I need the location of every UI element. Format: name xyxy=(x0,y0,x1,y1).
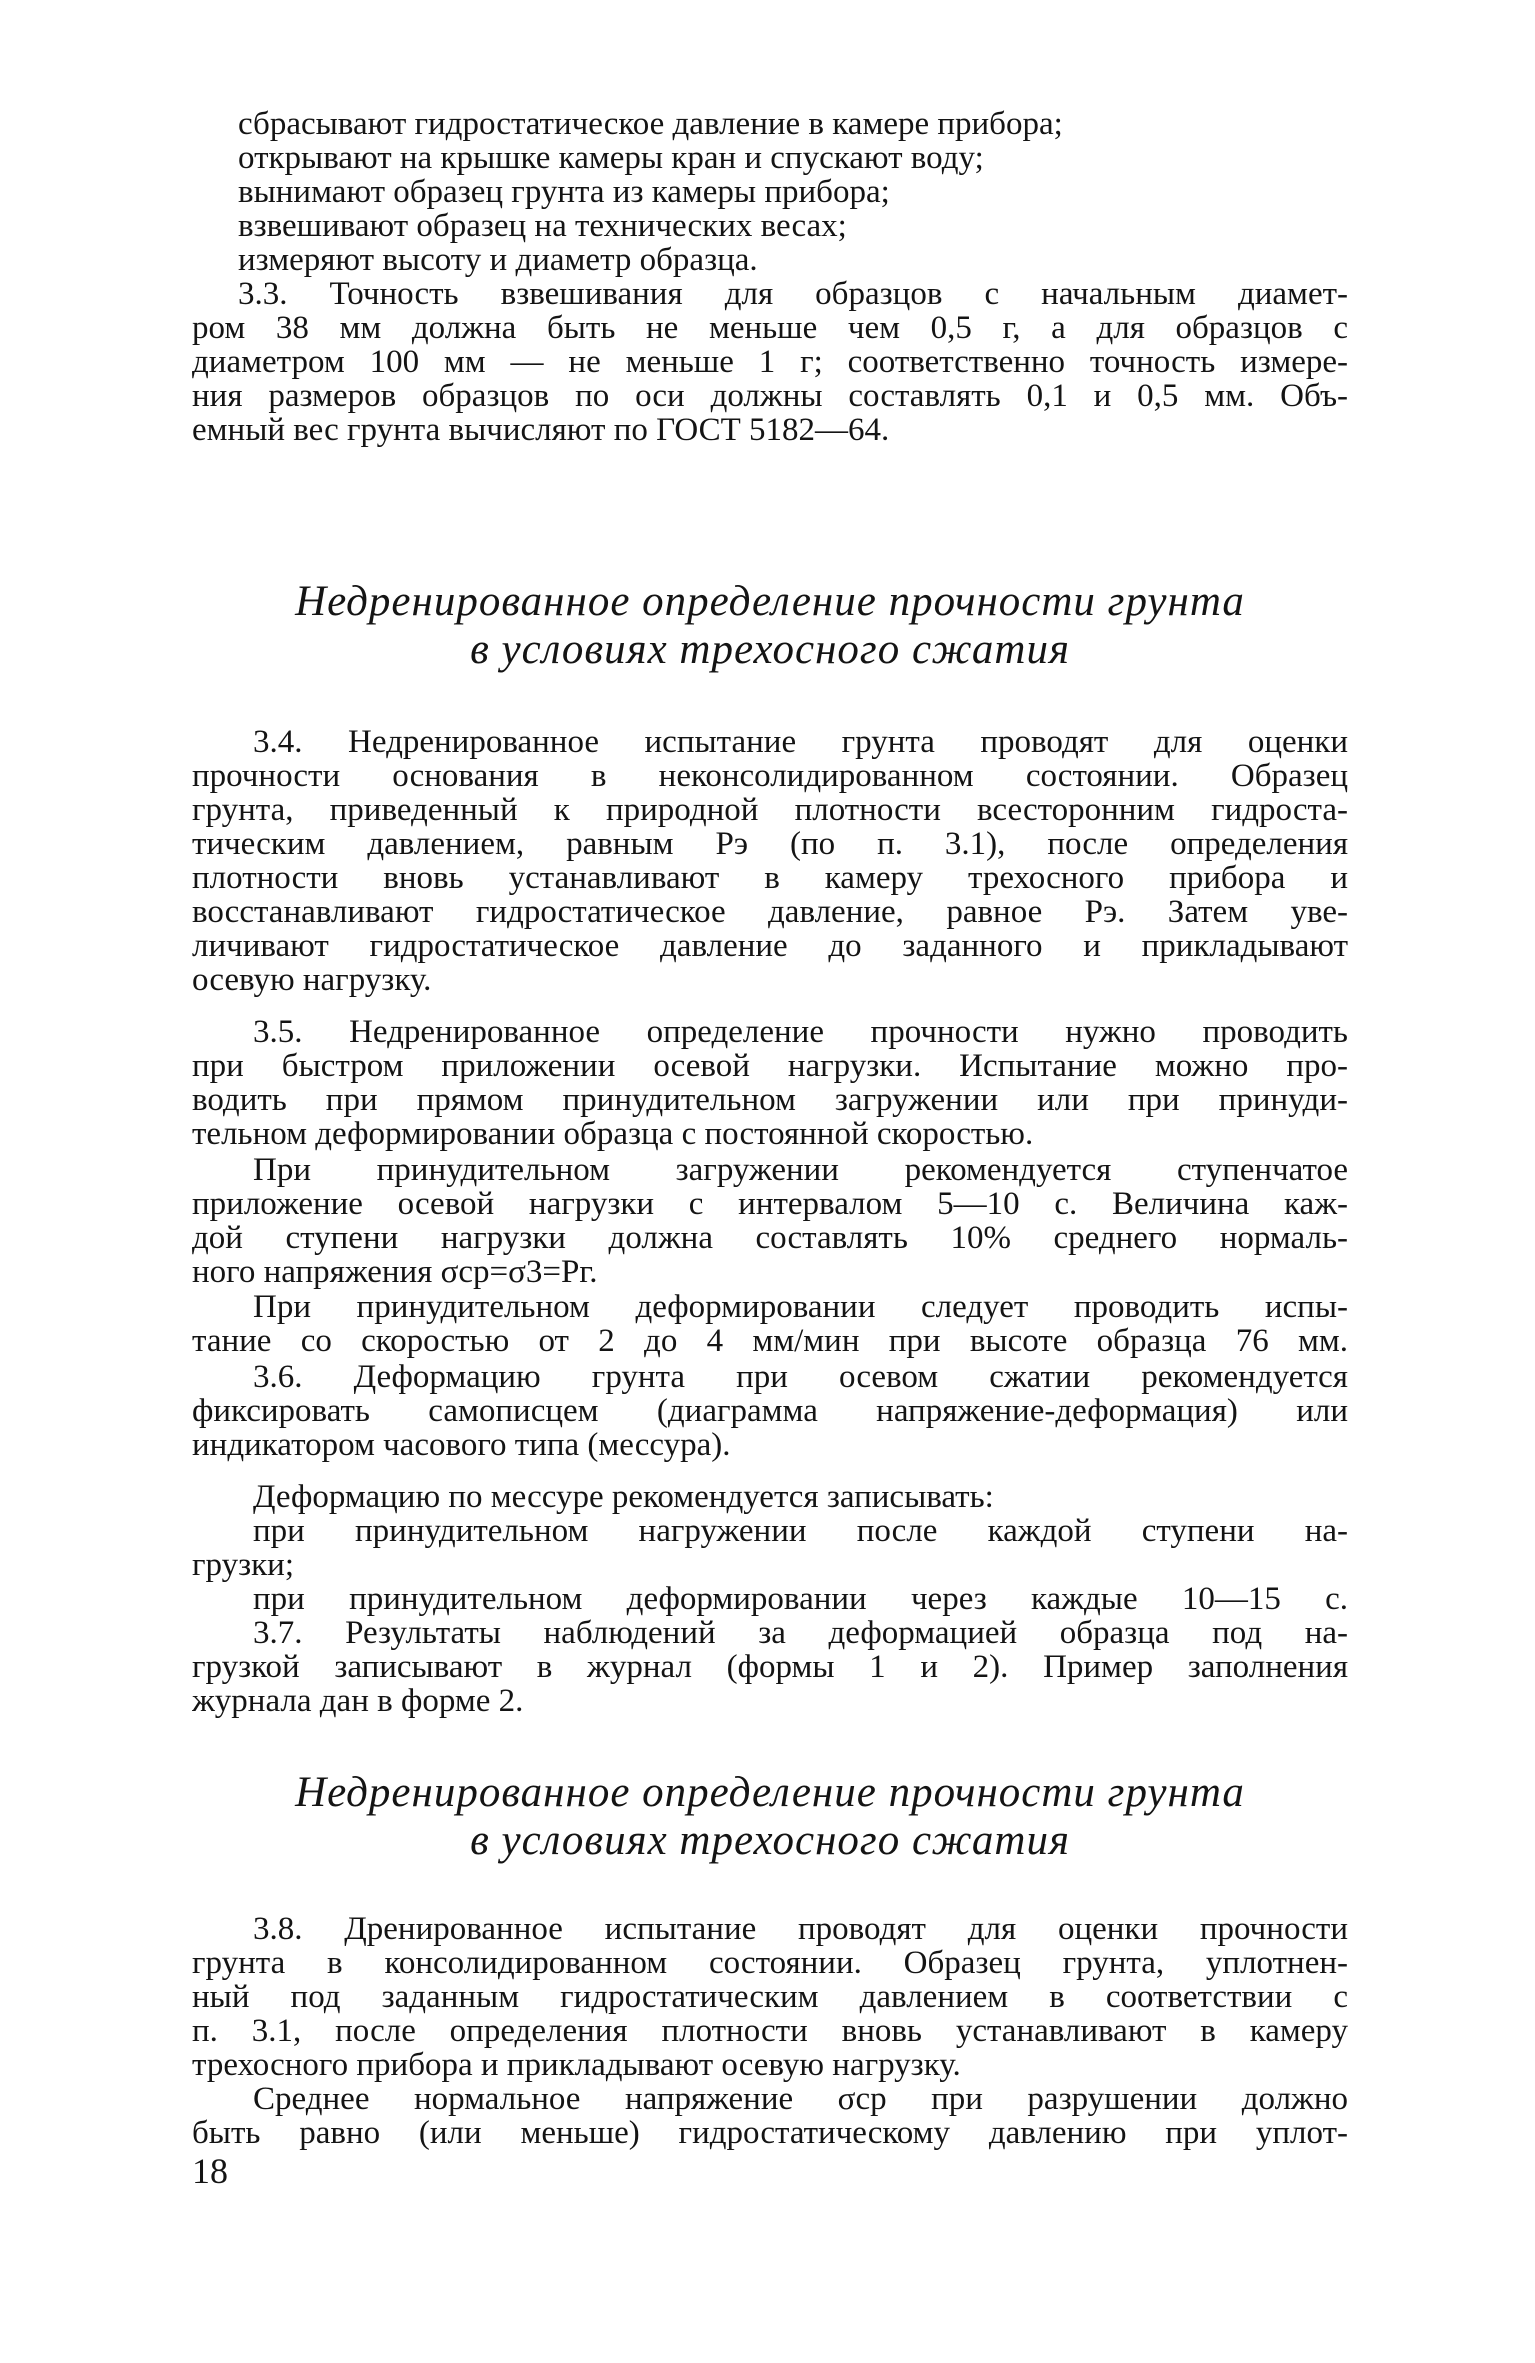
text-line: измеряют высоту и диаметр образца. xyxy=(238,242,758,278)
text-line: открывают на крышке камеры кран и спускают воду; xyxy=(238,140,984,176)
text-line: осевую нагрузку. xyxy=(192,962,432,998)
text-line: при принудительном нагружении после каждой ступени на- xyxy=(253,1513,1348,1549)
text-line: 3.6. Деформацию грунта при осевом сжатии рекомендуется xyxy=(253,1359,1348,1395)
text-line: емный вес грунта вычисляют по ГОСТ 5182—64. xyxy=(192,412,890,448)
text-line: грузки; xyxy=(192,1547,294,1583)
text-line: диаметром 100 мм — не меньше 1 г; соответственно точность измере- xyxy=(192,344,1348,380)
text-line: водить при прямом принудительном загружении или при принуди- xyxy=(192,1082,1348,1118)
text-line: 3.7. Результаты наблюдений за деформацией образца под на- xyxy=(253,1615,1348,1651)
text-line: прочности основания в неконсолидированном состоянии. Образец xyxy=(192,758,1348,794)
text-line: при принудительном деформировании через каждые 10—15 с. xyxy=(253,1581,1348,1617)
text-line: тание со скоростью от 2 до 4 мм/мин при высоте образца 76 мм. xyxy=(192,1323,1348,1359)
text-line: восстанавливают гидростатическое давление, равное Pэ. Затем уве- xyxy=(192,894,1348,930)
text-line: тельном деформировании образца с постоянной скоростью. xyxy=(192,1116,1034,1152)
text-line: дой ступени нагрузки должна составлять 10% среднего нормаль- xyxy=(192,1220,1348,1256)
text-line: ного напряжения σср=σ3=Pг. xyxy=(192,1254,598,1290)
text-line: 3.4. Недренированное испытание грунта проводят для оценки xyxy=(253,724,1348,760)
text-line: грузкой записывают в журнал (формы 1 и 2). Пример заполнения xyxy=(192,1649,1348,1685)
text-line: вынимают образец грунта из камеры прибора; xyxy=(238,174,890,210)
text-line: ный под заданным гидростатическим давлением в соответствии с xyxy=(192,1979,1348,2015)
text-line: журнала дан в форме 2. xyxy=(192,1683,524,1719)
text-line: личивают гидростатическое давление до заданного и прикладывают xyxy=(192,928,1348,964)
text-line: п. 3.1, после определения плотности вновь устанавливают в камеру xyxy=(192,2013,1348,2049)
text-line: плотности вновь устанавливают в камеру трехосного прибора и xyxy=(192,860,1348,896)
section-heading-line2: в условиях трехосного сжатия xyxy=(470,1817,1070,1864)
text-line: сбрасывают гидростатическое давление в камере прибора; xyxy=(238,106,1063,142)
section-heading: Недренированное определение прочности грунта xyxy=(295,1769,1245,1816)
text-line: 3.8. Дренированное испытание проводят для оценки прочности xyxy=(253,1911,1348,1947)
text-line: Среднее нормальное напряжение σср при разрушении должно xyxy=(253,2081,1348,2117)
text-line: при быстром приложении осевой нагрузки. Испытание можно про- xyxy=(192,1048,1348,1084)
text-line: индикатором часового типа (мессура). xyxy=(192,1427,731,1463)
text-line: ром 38 мм должна быть не меньше чем 0,5 г, а для образцов с xyxy=(192,310,1348,346)
text-line: ния размеров образцов по оси должны составлять 0,1 и 0,5 мм. Объ- xyxy=(192,378,1348,414)
text-line: грунта в консолидированном состоянии. Образец грунта, уплотнен- xyxy=(192,1945,1348,1981)
text-line: взвешивают образец на технических весах; xyxy=(238,208,847,244)
text-line: приложение осевой нагрузки с интервалом 5—10 с. Величина каж- xyxy=(192,1186,1348,1222)
section-heading-line2: в условиях трехосного сжатия xyxy=(470,626,1070,673)
text-line: грунта, приведенный к природной плотности всесторонним гидроста- xyxy=(192,792,1348,828)
text-line: трехосного прибора и прикладывают осевую нагрузку. xyxy=(192,2047,961,2083)
text-line: быть равно (или меньше) гидростатическому давлению при уплот- xyxy=(192,2115,1348,2151)
page-number: 18 xyxy=(192,2151,228,2191)
text-line: При принудительном загружении рекомендуется ступенчатое xyxy=(253,1152,1348,1188)
text-line: фиксировать самописцем (диаграмма напряжение-деформация) или xyxy=(192,1393,1348,1429)
text-line: Деформацию по мессуре рекомендуется записывать: xyxy=(253,1479,994,1515)
text-line: При принудительном деформировании следует проводить испы- xyxy=(253,1289,1348,1325)
text-line: 3.3. Точность взвешивания для образцов с начальным диамет- xyxy=(238,276,1348,312)
section-heading: Недренированное определение прочности грунта xyxy=(295,578,1245,625)
text-line: тическим давлением, равным Pэ (по п. 3.1), после определения xyxy=(192,826,1348,862)
text-line: 3.5. Недренированное определение прочности нужно проводить xyxy=(253,1014,1348,1050)
